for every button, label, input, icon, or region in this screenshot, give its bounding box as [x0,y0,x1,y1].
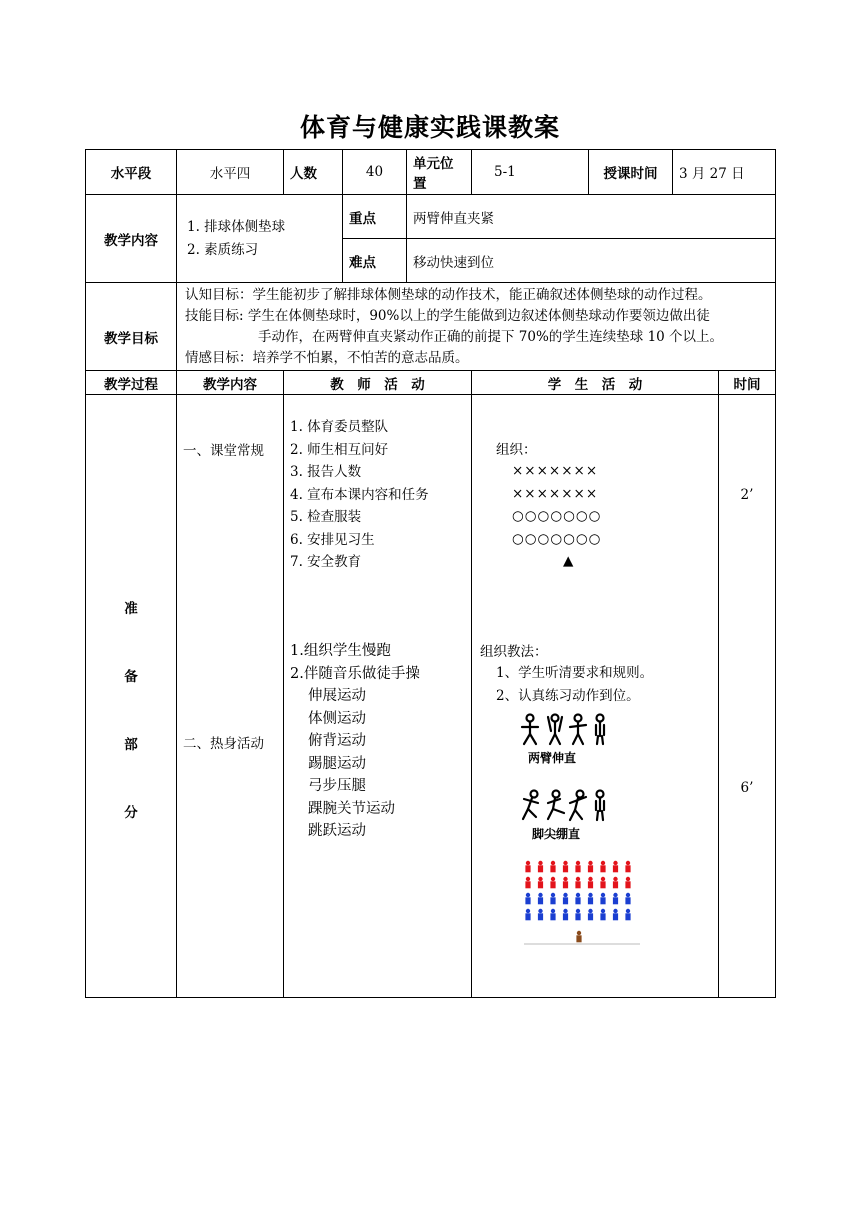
col-process: 教学过程 [86,371,177,395]
student-figure [600,909,605,921]
teacher-step: 1. 体育委员整队 [290,419,389,435]
teacher-step: 2.伴随音乐做徒手操 [290,665,420,682]
teacher-step: 跳跃运动 [308,823,366,839]
formation-row: ××××××× [512,463,599,479]
time-label: 授课时间 [589,150,673,195]
student-figure [575,877,580,889]
student-figure [525,893,530,905]
goal-line: 认知目标：学生能初步了解排球体侧垫球的动作技术，能正确叙述体侧垫球的动作过程。 [185,286,712,303]
student-activity-cell [472,395,719,998]
student-figure [575,909,580,921]
difficulty-label: 难点 [343,239,407,283]
teacher-step: 踝腕关节运动 [308,800,395,817]
formation-row: ××××××× [512,485,599,502]
arms-straight-illustration [518,713,614,769]
count-value: 40 [343,150,407,195]
teacher-activity-cell [284,395,472,998]
section-char: 部 [124,737,138,753]
routine-teacher-steps [290,416,429,574]
routine-name: 一、课堂常规 [183,443,264,459]
col-content: 教学内容 [177,371,284,395]
time-cell [719,395,776,998]
student-figure [588,893,593,905]
count-label: 人数 [284,150,343,195]
goal-line: 技能目标: 学生在体侧垫球时，90%以上的学生能做到边叙述体侧垫球动作要领边做出徒 [185,307,710,324]
section-title [86,395,177,998]
preparation-row [86,395,776,998]
student-figure [613,861,618,873]
student-figure [538,877,543,889]
section-char: 准 [124,601,138,617]
section-char: 备 [124,669,138,685]
goal-line: 情感目标：培养学不怕累，不怕苦的意志品质。 [185,349,469,366]
student-figure [550,861,555,873]
goals-row [86,283,776,371]
teacher-step: 5. 检查服装 [290,509,362,525]
key-value: 两臂伸直夹紧 [407,195,776,239]
teacher-step: 6. 安排见习生 [290,531,375,548]
formation-row: ○○○○○○○ [512,508,602,524]
student-figure [625,893,630,905]
student-figure [538,909,543,921]
column-header-row [86,371,776,395]
teacher-step: 2. 师生相互问好 [290,441,389,458]
formation [512,460,601,573]
time-value: 3 月 27 日 [673,150,776,195]
student-figure [588,877,593,889]
method-steps [496,662,653,707]
student-figure [588,861,593,873]
student-figure [613,893,618,905]
teacher-step: 体侧运动 [308,710,366,727]
content-items [177,195,343,283]
student-figure [525,861,530,873]
content-item: 1. 排球体侧垫球 [187,219,286,235]
content-item: 2. 素质练习 [187,241,259,258]
content-row-key [86,195,776,239]
student-figure [625,877,630,889]
col-student: 学 生 活 动 [472,371,719,395]
student-figure [563,909,568,921]
teacher-step: 7. 安全教育 [290,554,362,570]
routine-org-label: 组织： [496,442,537,458]
student-figure [600,861,605,873]
student-figure [613,877,618,889]
key-label: 重点 [343,195,407,239]
difficulty-value: 移动快速到位 [407,239,776,283]
formation-row: ○○○○○○○ [512,530,602,547]
student-figure [550,893,555,905]
toes-pointed-illustration [520,789,616,845]
col-teacher: 教 师 活 动 [284,371,472,395]
teacher-step: 踢腿运动 [308,755,366,772]
student-figure [538,861,543,873]
goal-line: 手动作，在两臂伸直夹紧动作正确的前提下 70%的学生连续垫球 10 个以上。 [258,328,724,345]
student-figure [600,893,605,905]
level-label: 水平段 [86,150,177,195]
student-figure [550,909,555,921]
method-label: 组织教法： [480,644,548,660]
level-value: 水平四 [177,150,284,195]
warmup-time: 6’ [740,780,754,796]
header-row [86,150,776,195]
student-figure [625,909,630,921]
student-figure [575,893,580,905]
student-formation-illustration [522,857,642,947]
student-figure [588,909,593,921]
page-title: 体育与健康实践课教案 [299,113,560,142]
prep-content-cell [177,395,284,998]
teacher-step: 弓步压腿 [308,778,366,794]
student-figure [563,893,568,905]
method-step: 1、学生听清要求和规则。 [496,665,654,681]
student-figure [625,861,630,873]
student-figure [525,877,530,889]
teacher-marker: ▲ [563,553,575,569]
col-time: 时间 [719,371,776,395]
teacher-figure [576,931,581,943]
goals-label: 教学目标 [86,283,177,371]
student-figure [613,909,618,921]
warmup-name: 二、热身活动 [183,736,264,752]
section-char: 分 [124,805,138,821]
figure-label: 脚尖绷直 [532,827,581,841]
student-figure [550,877,555,889]
content-label: 教学内容 [86,195,177,283]
lesson-plan-table [85,149,776,998]
student-figure [600,877,605,889]
teacher-step: 俯背运动 [308,733,366,749]
warmup-teacher-steps [290,640,420,843]
teacher-step: 4. 宣布本课内容和任务 [290,486,429,503]
routine-time: 2’ [740,487,754,503]
student-figure [563,877,568,889]
student-figure [575,861,580,873]
unit-label: 单元位置 [407,150,472,195]
teacher-step: 1.组织学生慢跑 [290,643,391,659]
unit-value: 5-1 [472,150,589,195]
student-figure [525,909,530,921]
goals-text [177,283,776,371]
method-step: 2、认真练习动作到位。 [496,687,640,704]
student-figure [563,861,568,873]
student-figure [538,893,543,905]
teacher-step: 伸展运动 [308,688,366,704]
teacher-step: 3. 报告人数 [290,464,362,480]
figure-label: 两臂伸直 [528,751,577,765]
